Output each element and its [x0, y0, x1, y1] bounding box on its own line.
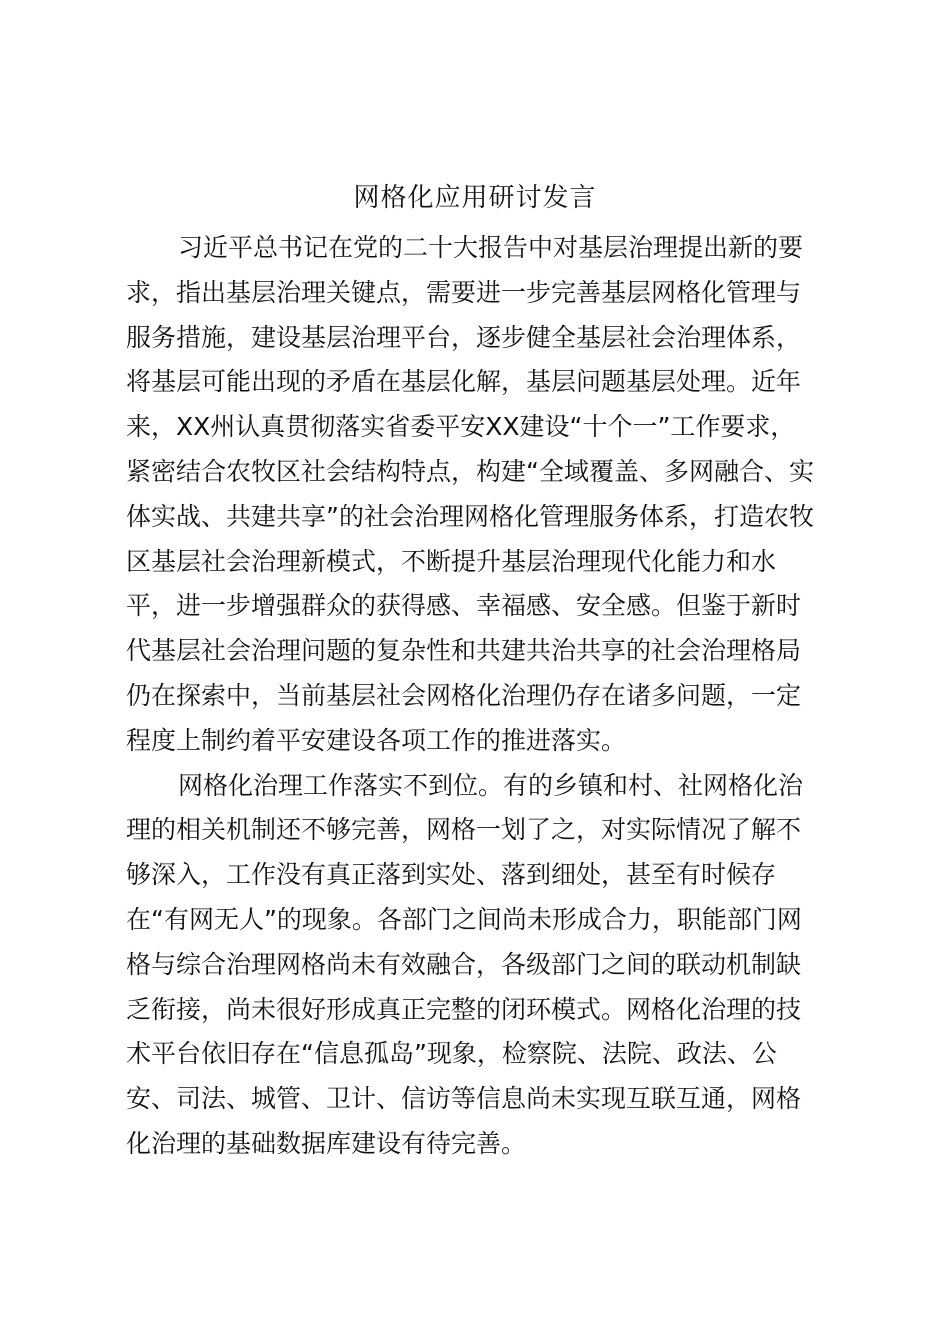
- text-line: 区基层社会治理新模式，不断提升基层治理现代化能力和水: [126, 546, 777, 576]
- document-title: 网格化应用研讨发言: [353, 183, 597, 213]
- text-line: 安、司法、城管、卫计、信访等信息尚未实现互联互通，网格: [126, 1084, 802, 1114]
- text-line: 服务措施，建设基层治理平台，逐步健全基层社会治理体系，: [126, 322, 802, 352]
- document-body: [126, 226, 826, 1167]
- text-line: 在“有网无人”的现象。各部门之间尚未形成合力，职能部门网: [126, 904, 802, 934]
- text-line: 体实战、共建共享”的社会治理网格化管理服务体系，打造农牧: [126, 501, 814, 531]
- text-line: 平，进一步增强群众的获得感、幸福感、安全感。但鉴于新时: [126, 591, 802, 621]
- text-line: 化治理的基础数据库建设有待完善。: [126, 1128, 527, 1158]
- text-line: 代基层社会治理问题的复杂性和共建共治共享的社会治理格局: [126, 636, 802, 666]
- text-line: 将基层可能出现的矛盾在基层化解，基层问题基层处理。近年: [126, 367, 802, 397]
- text-line: 仍在探索中，当前基层社会网格化治理仍存在诸多问题，一定: [126, 680, 802, 710]
- paragraph-1: [126, 226, 826, 764]
- text-line: 乏衔接，尚未很好形成真正完整的闭环模式。网格化治理的技: [126, 994, 802, 1024]
- text-line: 来，XX州认真贯彻落实省委平安XX建设“十个一”工作要求，: [126, 412, 796, 442]
- text-line: 紧密结合农牧区社会结构特点，构建“全域覆盖、多网融合、实: [126, 456, 814, 486]
- paragraph-2: [126, 764, 826, 1167]
- text-line: 习近平总书记在党的二十大报告中对基层治理提出新的要: [178, 233, 804, 262]
- text-line: 术平台依旧存在“信息孤岛”现象，检察院、法院、政法、公: [126, 1039, 777, 1069]
- text-line: 格与综合治理网格尚未有效融合，各级部门之间的联动机制缺: [126, 949, 802, 979]
- text-line: 理的相关机制还不够完善，网格一划了之，对实际情况了解不: [126, 815, 802, 845]
- text-line: 程度上制约着平安建设各项工作的推进落实。: [126, 725, 627, 755]
- text-line: 够深入，工作没有真正落到实处、落到细处，甚至有时候存: [126, 860, 777, 890]
- text-line: 求，指出基层治理关键点，需要进一步完善基层网格化管理与: [126, 277, 802, 307]
- text-line: 网格化治理工作落实不到位。有的乡镇和村、社网格化治: [178, 770, 804, 800]
